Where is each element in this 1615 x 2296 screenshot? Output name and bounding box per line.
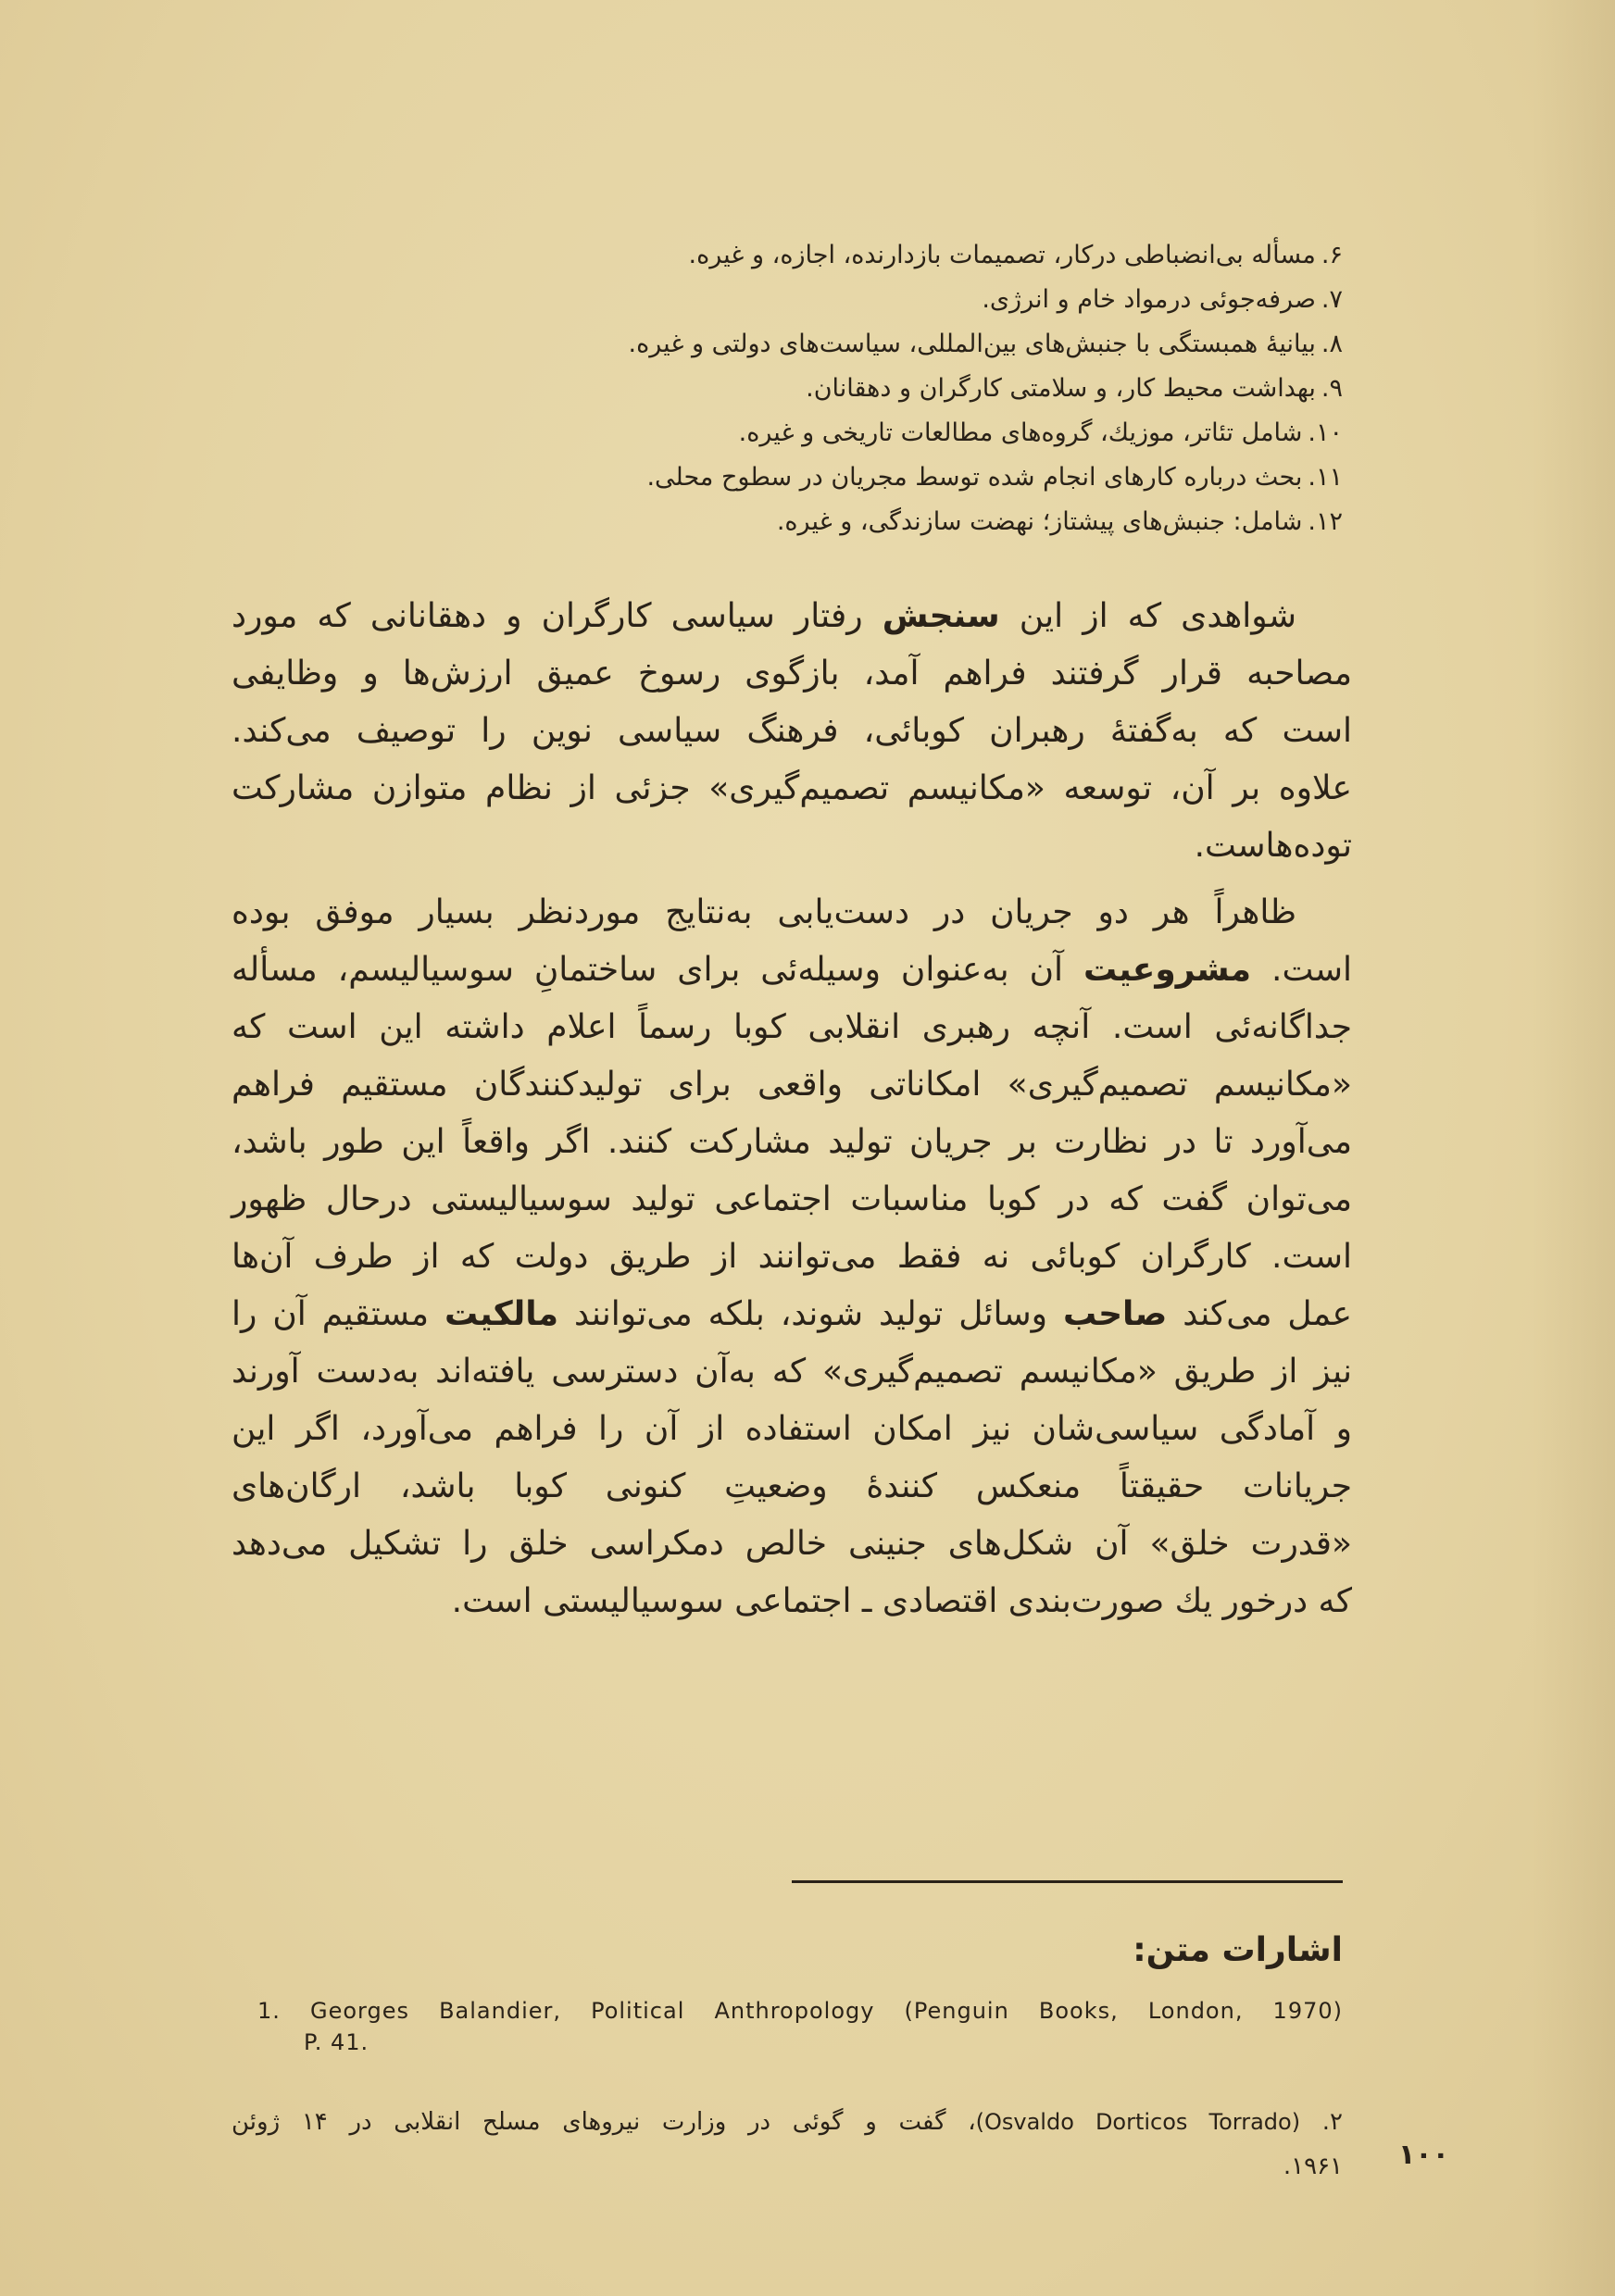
reference-1 — [257, 1995, 1343, 2058]
list-item — [232, 411, 1343, 455]
text-line: مصاحبه قرار گرفتند فراهم آمد، بازگوی رسوخ عمیق ارزش‌ها و وظایفی — [232, 655, 1352, 693]
list-item-text: بحث درباره کارهای انجام شده توسط مجریان در سطوح محلی. — [646, 463, 1303, 492]
list-item-number: ۱۱. — [1308, 463, 1343, 492]
text-run: شواهدی که از این — [999, 597, 1296, 635]
text-line: است. کارگران کوبائی نه فقط می‌توانند از طریق دولت که از طرف آن‌ها — [232, 1238, 1352, 1276]
reference-text: ، گفت و گوئی در وزارت نیروهای مسلح انقلابی در ۱۴ ژوئن — [232, 2108, 976, 2136]
bold-term: مشروعیت — [1083, 951, 1252, 989]
list-item — [232, 322, 1343, 367]
text-line: «قدرت خلق» آن شکل‌های جنینی خالص دمکراسی خلق را تشکیل می‌دهد — [232, 1525, 1352, 1563]
reference-number: ۲. — [1321, 2108, 1343, 2136]
list-item-number: ۱۰. — [1308, 418, 1343, 447]
text-line: می‌توان گفت که در کوبا مناسبات اجتماعی تولید سوسیالیستی درحال ظهور — [232, 1180, 1352, 1218]
text-run: وسائل تولید شوند، بلکه می‌توانند — [558, 1295, 1063, 1333]
list-item — [232, 500, 1343, 544]
list-item-number: ۸. — [1321, 330, 1343, 358]
text-line: که درخور یك صورت‌بندی اقتصادی ـ اجتماعی سوسیالیستی است. — [451, 1582, 1352, 1620]
page-number: ۱۰۰ — [1398, 2139, 1449, 2171]
bold-term: مالکیت — [444, 1295, 559, 1333]
paragraph-1 — [232, 588, 1352, 875]
text-line: «مکانیسم تصمیم‌گیری» امکاناتی واقعی برای تولیدکنندگان مستقیم فراهم — [232, 1066, 1352, 1104]
list-item-number: ۶. — [1321, 241, 1343, 269]
list-item-text: شامل: جنبش‌های پیشتاز؛ نهضت سازندگی، و غیره. — [776, 507, 1303, 536]
text-run: است. — [1251, 951, 1352, 989]
reference-line: ۱۹۶۱. — [1283, 2152, 1343, 2180]
reference-2 — [232, 2100, 1343, 2189]
list-item-text: بهداشت محیط کار، و سلامتی کارگران و دهقانان. — [806, 374, 1316, 403]
page-edge — [1532, 0, 1615, 2296]
text-line: علاوه بر آن، توسعه «مکانیسم تصمیم‌گیری» جزئی از نظام متوازن مشارکت — [232, 769, 1352, 807]
reference-author: (Osvaldo Dorticos Torrado) — [975, 2109, 1301, 2135]
list-item-text: مسأله بی‌انضباطی درکار، تصمیمات بازدارنده، اجازه، و غیره. — [688, 241, 1316, 269]
bold-term: سنجش — [882, 597, 1000, 635]
list-item-text: صرفه‌جوئی درمواد خام و انرژی. — [982, 285, 1316, 314]
text-line: ظاهراً هر دو جریان در دست‌یابی به‌نتایج موردنظر بسیار موفق بوده — [232, 893, 1296, 931]
text-run: عمل می‌کند — [1167, 1295, 1352, 1333]
list-item — [232, 233, 1343, 278]
text-line: نیز از طریق «مکانیسم تصمیم‌گیری» که به‌آن دسترسی یافته‌اند به‌دست آورند — [232, 1353, 1352, 1391]
list-item — [232, 455, 1343, 500]
text-line: و آمادگی سیاسی‌شان نیز امکان استفاده از آن را فراهم می‌آورد، اگر این — [232, 1410, 1352, 1448]
text-run: مستقیم آن را — [232, 1295, 444, 1333]
reference-line: P. 41. — [304, 2029, 369, 2055]
text-run: رفتار سیاسی کارگران و دهقانانی که مورد — [232, 597, 883, 635]
text-line: جداگانه‌ئی است. آنچه رهبری انقلابی کوبا رسماً اعلام داشته این است که — [232, 1008, 1352, 1046]
list-item — [232, 367, 1343, 411]
text-line — [232, 588, 1352, 645]
list-item-text: شامل تئاتر، موزیك، گروه‌های مطالعات تاریخی و غیره. — [738, 418, 1303, 447]
references-heading: اشارات متن: — [1133, 1931, 1343, 1969]
list-item-number: ۱۲. — [1308, 507, 1343, 536]
body-text — [232, 588, 1352, 1630]
list-item-number: ۷. — [1321, 285, 1343, 314]
notes-list — [232, 233, 1343, 544]
text-line — [232, 942, 1352, 999]
reference-line: 1. Georges Balandier, Political Anthropology (Penguin Books, London, 1970) — [257, 1998, 1343, 2024]
text-line: توده‌هاست. — [1194, 827, 1352, 865]
text-line: می‌آورد تا در نظارت بر جریان تولید مشارکت کنند. اگر واقعاً این طور باشد، — [232, 1123, 1352, 1161]
bold-term: صاحب — [1062, 1295, 1168, 1333]
text-line: جریانات حقیقتاً منعکس کنندهٔ وضعیتِ کنونی کوبا باشد، ارگان‌های — [232, 1467, 1352, 1505]
paragraph-2 — [232, 884, 1352, 1630]
list-item-number: ۹. — [1321, 374, 1343, 403]
reference-line — [232, 2100, 1343, 2144]
footnote-divider — [792, 1880, 1343, 1883]
text-run: آن به‌عنوان وسیله‌ئی برای ساختمانِ سوسیالیسم، مسأله — [232, 951, 1083, 989]
list-item — [232, 278, 1343, 322]
list-item-text: بیانیهٔ همبستگی با جنبش‌های بین‌المللی، سیاست‌های دولتی و غیره. — [628, 330, 1316, 358]
text-line: است که به‌گفتهٔ رهبران کوبائی، فرهنگ سیاسی نوین را توصیف می‌کند. — [232, 712, 1352, 750]
text-line — [232, 1286, 1352, 1343]
